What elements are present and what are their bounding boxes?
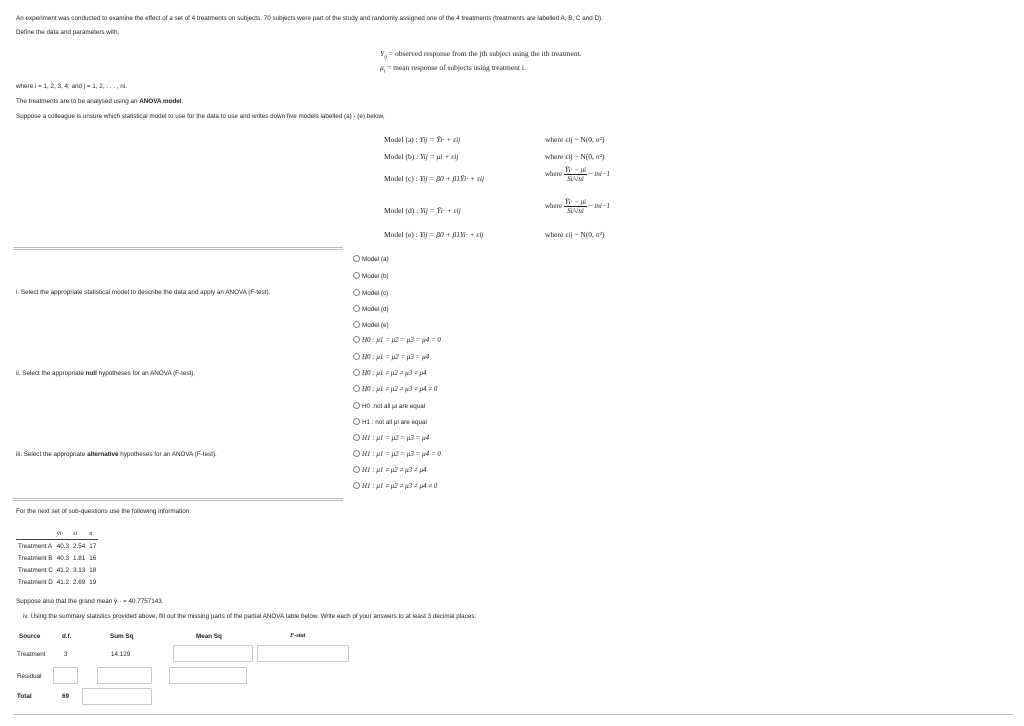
q1-option-e[interactable] — [353, 321, 389, 329]
q3-prompt-pre: iii. Select the appropriate — [16, 451, 88, 458]
radio-icon[interactable] — [353, 305, 360, 312]
residual-df-input[interactable] — [53, 667, 78, 684]
anova-total-label: Total — [17, 693, 32, 700]
row-n: 19 — [89, 578, 97, 586]
row-n: 18 — [89, 566, 97, 574]
separator-top-2 — [13, 249, 343, 250]
anova-header-ss: Sum Sq — [110, 633, 134, 640]
q2-prompt-pre: ii. Select the appropriate — [16, 370, 86, 377]
model-d-where: where — [545, 202, 563, 211]
model-c-distribution: ~ tni−1 — [588, 170, 611, 179]
model-d-condition — [545, 198, 610, 215]
anova-header-ms: Mean Sq — [196, 633, 222, 640]
q3-option-3[interactable] — [353, 450, 441, 458]
q2-prompt-bold: null — [85, 370, 97, 377]
summary-header-sd: si — [73, 529, 78, 537]
radio-icon[interactable] — [353, 385, 360, 392]
model-d-equation: Yij = Ȳi· + εij — [420, 206, 461, 215]
q2-option-4-label: H0 : μ1 ≠ μ2 ≠ μ3 ≠ μ4 ≠ 0 — [362, 385, 438, 393]
treatments-line — [16, 98, 183, 105]
model-c-fraction-num: Ȳi· − μi — [564, 166, 587, 174]
definition-y-text: observed response from the jth subject using the ith treatment. — [394, 49, 582, 58]
intro-line-2: Define the data and parameters with, — [16, 29, 120, 36]
q3-prompt-bold: alternative — [87, 451, 119, 458]
q3-option-4[interactable] — [353, 466, 426, 474]
model-e-label: Model (e) : — [384, 230, 418, 239]
definition-mu-text: mean response of subjects using treatment i. — [393, 63, 526, 72]
table-row — [16, 540, 98, 553]
radio-icon[interactable] — [353, 289, 360, 296]
question-4-prompt: iv. Using the summary statistics provided above, fill out the missing parts of the partial ANOVA table below. Write each of your answers to at least 3 decimal places: — [23, 613, 477, 620]
row-mean: 41.2 — [56, 566, 70, 574]
treatments-prefix: The treatments are to be analysed using an — [16, 98, 140, 105]
radio-icon[interactable] — [353, 336, 360, 343]
q1-option-a-label: Model (a) — [362, 256, 389, 263]
q3-option-1-label: H1 : not all μi are equal — [362, 419, 427, 426]
treatment-mean-sq-input[interactable] — [173, 645, 253, 662]
row-sd: 3.13 — [73, 566, 86, 574]
row-sd: 2.69 — [73, 578, 86, 586]
q2-option-2-label: H0 : μ1 = μ2 = μ3 = μ4 — [362, 353, 430, 361]
info-text: For the next set of sub-questions use the following information: — [16, 508, 192, 515]
model-a — [384, 135, 460, 144]
model-a-equation: Yij = Ȳi· + εij — [419, 135, 461, 144]
model-d-fraction-den: Si/√ni — [567, 207, 584, 215]
row-sd: 1.81 — [73, 554, 86, 562]
intro-line-1: An experiment was conducted to examine the effect of a set of 4 treatments on subjects. 70 subjects were part of the study and randomly assigned one of the 4 treatments (treatments are labelled A, B, C and D). — [16, 15, 603, 22]
model-c-fraction-den: Si/√ni — [567, 175, 584, 183]
model-a-condition: where εij ~ N(0, σ²) — [545, 135, 605, 144]
summary-header-empty — [16, 527, 55, 540]
anova-treatment-ss: 14.129 — [111, 651, 131, 658]
q1-option-b-label: Model (b) — [362, 273, 389, 280]
separator-middle-2 — [13, 500, 343, 501]
radio-icon[interactable] — [353, 353, 360, 360]
anova-residual-label: Residual — [17, 673, 42, 680]
q3-option-5[interactable] — [353, 482, 437, 490]
q2-option-3-label: H0 : μ1 ≠ μ2 ≠ μ3 ≠ μ4 — [362, 369, 427, 377]
q1-option-e-label: Model (e) — [362, 322, 389, 329]
q1-option-b[interactable] — [353, 272, 389, 280]
anova-header-source: Source — [19, 633, 41, 640]
anova-total-df: 69 — [62, 693, 70, 700]
residual-mean-sq-input[interactable] — [169, 667, 247, 684]
row-label: Treatment B — [18, 554, 53, 562]
anova-header-f: F-stat — [290, 632, 306, 639]
row-label: Treatment A — [18, 542, 53, 550]
suppose-line: Suppose a colleague is unsure which statistical model to use for the data to use and writes down five models labelled (a) - (e) below, — [16, 113, 385, 120]
q1-option-d-label: Model (d) — [362, 306, 389, 313]
radio-icon[interactable] — [353, 255, 360, 262]
summary-table — [16, 527, 98, 588]
model-c-label: Model (c) : — [384, 174, 418, 183]
model-e-condition: where εij ~ N(0, σ²) — [545, 230, 605, 239]
radio-icon[interactable] — [353, 272, 360, 279]
model-b-condition: where εij ~ N(0, σ²) — [545, 152, 605, 161]
question-3-prompt — [16, 451, 217, 458]
q3-prompt-post: hypotheses for an ANOVA (F-test). — [118, 451, 217, 458]
model-a-label: Model (a) : — [384, 135, 418, 144]
q2-option-2[interactable] — [353, 353, 429, 361]
grand-mean-text: Suppose also that the grand mean ȳ·· = 40.7757143. — [16, 598, 164, 605]
q2-option-1-label: H0 : μ1 = μ2 = μ3 = μ4 = 0 — [362, 336, 441, 344]
definition-mu: $\mu_i$ = mean response of subjects using treatment i. — [380, 63, 526, 75]
q3-option-2-label: H1 : μ1 = μ2 = μ3 = μ4 — [362, 434, 430, 442]
table-row — [16, 564, 98, 576]
q1-option-c[interactable] — [353, 289, 388, 297]
model-e-equation: Yij = β0 + β1Yi· + εij — [419, 230, 484, 239]
row-mean: 40.3 — [56, 542, 70, 550]
q2-option-5[interactable] — [353, 402, 425, 410]
model-d-fraction-num: Ȳi· − μi — [564, 198, 587, 206]
where-line: where i = 1, 2, 3, 4; and j = 1, 2, . . . , ni. — [16, 83, 127, 90]
row-sd: 2.54 — [73, 542, 86, 550]
table-row — [16, 576, 98, 588]
treatments-bold: ANOVA model — [139, 98, 182, 105]
treatments-suffix: . — [181, 98, 184, 105]
q2-option-3[interactable] — [353, 369, 426, 377]
question-1-prompt: i. Select the appropriate statistical model to describe the data and apply an ANOVA (F-test). — [16, 289, 271, 296]
model-d — [384, 206, 461, 215]
question-2-prompt — [16, 370, 195, 377]
q3-option-3-label: H1 : μ1 = μ2 = μ3 = μ4 = 0 — [362, 450, 441, 458]
q2-option-4[interactable] — [353, 385, 437, 393]
residual-sum-sq-input[interactable] — [97, 667, 152, 684]
row-label: Treatment C — [18, 566, 53, 574]
model-b-equation: Yij = μi + εij — [420, 152, 459, 161]
model-b-label: Model (b) : — [384, 152, 419, 161]
separator-middle — [13, 498, 343, 499]
table-row — [16, 552, 98, 564]
q3-option-1[interactable] — [353, 418, 427, 426]
row-n: 17 — [89, 542, 97, 550]
q2-option-5-label: H0 :not all μi are equal — [362, 403, 426, 410]
anova-treatment-df: 3 — [64, 651, 68, 658]
q3-option-4-label: H1 : μ1 ≠ μ2 ≠ μ3 ≠ μ4 — [362, 466, 427, 474]
radio-icon[interactable] — [353, 482, 360, 489]
summary-header-row — [16, 527, 98, 540]
radio-icon[interactable] — [353, 402, 360, 409]
q3-option-2[interactable] — [353, 434, 429, 442]
row-mean: 41.2 — [56, 578, 70, 586]
radio-icon[interactable] — [353, 434, 360, 441]
anova-header-df: d.f. — [62, 633, 72, 640]
model-c — [384, 174, 484, 183]
separator-top — [13, 247, 343, 248]
summary-header-mean: ȳi· — [56, 529, 64, 537]
anova-treatment-label: Treatment — [17, 651, 46, 658]
row-label: Treatment D — [18, 578, 53, 586]
total-sum-sq-input[interactable] — [82, 688, 152, 705]
treatment-f-stat-input[interactable] — [257, 645, 349, 662]
q2-prompt-post: hypotheses for an ANOVA (F-test). — [96, 370, 196, 377]
model-b — [384, 152, 458, 161]
summary-header-n: n — [89, 529, 93, 537]
radio-icon[interactable] — [353, 450, 360, 457]
model-c-where: where — [545, 170, 563, 179]
q1-option-c-label: Model (c) — [362, 290, 389, 297]
definition-y: $Y_{ij}$ = observed response from the jth subject using the ith treatment. — [380, 49, 582, 61]
row-n: 16 — [89, 554, 97, 562]
model-e — [384, 230, 484, 239]
radio-icon[interactable] — [353, 369, 360, 376]
radio-icon[interactable] — [353, 321, 360, 328]
model-d-label: Model (d) : — [384, 206, 419, 215]
radio-icon[interactable] — [353, 466, 360, 473]
q1-option-d[interactable] — [353, 305, 389, 313]
q3-option-5-label: H1 : μ1 ≠ μ2 ≠ μ3 ≠ μ4 ≠ 0 — [362, 482, 438, 490]
radio-icon[interactable] — [353, 418, 360, 425]
q2-option-1[interactable] — [353, 336, 441, 344]
model-d-distribution: ~ tni−1 — [588, 202, 611, 211]
q1-option-a[interactable] — [353, 255, 389, 263]
separator-bottom — [13, 714, 1013, 715]
model-c-equation: Yij = β0 + β1Ȳi· + εij — [419, 174, 485, 183]
model-c-condition — [545, 166, 610, 183]
row-mean: 40.3 — [56, 554, 70, 562]
